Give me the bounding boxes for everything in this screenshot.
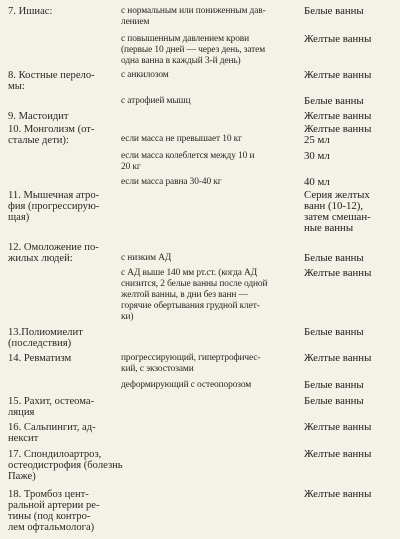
condition-line: нексит <box>8 433 39 444</box>
condition-number-12: 12. Омоложение по- <box>8 242 99 253</box>
bath-type: Белые ванны <box>304 5 364 17</box>
condition-line: фия (прогрессирую- <box>8 201 100 212</box>
bath-type: Желтые ванны <box>304 448 372 460</box>
dosage: 25 мл <box>304 134 330 146</box>
condition-line: ляция <box>8 407 35 418</box>
condition-number-16: 16. Сальпингит, ад- <box>8 422 96 433</box>
subcondition-line: если масса равна 30-40 кг <box>121 177 222 187</box>
subcondition-line: 20 кг <box>121 162 141 172</box>
bath-type: Белые ванны <box>304 95 364 107</box>
subcondition-line: кий, с экзостозами <box>121 364 194 374</box>
subcondition-line: (первые 10 дней — через день, затем <box>121 45 266 55</box>
condition-number-13: 13.Полиомиелит <box>8 327 83 338</box>
condition-line: жилых людей: <box>8 253 73 264</box>
bath-type: Желтые ванны <box>304 267 372 279</box>
subcondition-line: деформирующий с остеопорозом <box>121 380 252 390</box>
condition-line: тины (под контро- <box>8 511 91 522</box>
condition-number-8: 8. Костные перело- <box>8 70 95 81</box>
subcondition-line: с анкилозом <box>121 70 169 80</box>
condition-line: (последствия) <box>8 338 72 349</box>
bath-type: Желтые ванны <box>304 110 372 122</box>
subcondition-line: желтой ванны, в дни без ванн — <box>121 290 248 300</box>
subcondition-line: одна ванна в каждый 3-й день) <box>121 56 241 66</box>
subcondition-line: горячие обертывания грудной клет- <box>121 301 260 311</box>
subcondition-line: снизится, 2 белые ванны после одной <box>121 279 268 289</box>
subcondition-line: прогрессирующий, гипертрофичес- <box>121 353 261 363</box>
subcondition-line: с низким АД <box>121 253 172 263</box>
condition-line: мы: <box>8 81 25 92</box>
subcondition-line: с атрофией мышц <box>121 96 191 106</box>
bath-type: Желтые ванны <box>304 421 372 433</box>
dosage: 40 мл <box>304 176 330 188</box>
bath-type: Белые ванны <box>304 379 364 391</box>
subcondition-line: ки) <box>121 312 134 322</box>
bath-type: Белые ванны <box>304 252 364 264</box>
subcondition-line: если масса не превышает 10 кг <box>121 134 242 144</box>
condition-number-11: 11. Мышечная атро- <box>8 190 100 201</box>
condition-line: остеодистрофия (болезнь <box>8 460 123 471</box>
bath-type: Желтые ванны <box>304 488 372 500</box>
bath-type: Белые ванны <box>304 326 364 338</box>
subcondition-line: лением <box>121 17 150 27</box>
subcondition-line: с АД выше 140 мм рт.ст. (когда АД <box>121 268 258 278</box>
condition-number-10: 10. Монголизм (от- <box>8 124 95 135</box>
bath-type: ванн (10-12), <box>304 200 364 212</box>
bath-type: затем смешан- <box>304 211 371 223</box>
condition-number-18: 18. Тромбоз цент- <box>8 489 89 500</box>
condition-number-9: 9. Мастоидит <box>8 111 69 122</box>
condition-line: сталые дети): <box>8 135 69 146</box>
condition-line: щая) <box>8 212 30 223</box>
bath-type: Серия желтых <box>304 189 370 201</box>
bath-type: Желтые ванны <box>304 33 372 45</box>
condition-number-14: 14. Ревматизм <box>8 353 72 364</box>
subcondition-line: с нормальным или пониженным дав- <box>121 6 266 16</box>
condition-line: лем офтальмолога) <box>8 522 95 533</box>
subcondition-line: с повышенным давлением крови <box>121 34 250 44</box>
dosage: 30 мл <box>304 150 330 162</box>
condition-number-17: 17. Спондилоартроз, <box>8 449 102 460</box>
condition-number-7: 7. Ишиас: <box>8 6 53 17</box>
bath-type: Желтые ванны <box>304 123 372 135</box>
condition-line: Паже) <box>8 471 36 482</box>
bath-type: Желтые ванны <box>304 69 372 81</box>
bath-type: Желтые ванны <box>304 352 372 364</box>
bath-type: ные ванны <box>304 222 354 234</box>
condition-line: ральной артерии ре- <box>8 500 100 511</box>
condition-number-15: 15. Рахит, остеома- <box>8 396 95 407</box>
subcondition-line: если масса колеблется между 10 и <box>121 151 255 161</box>
bath-type: Белые ванны <box>304 395 364 407</box>
